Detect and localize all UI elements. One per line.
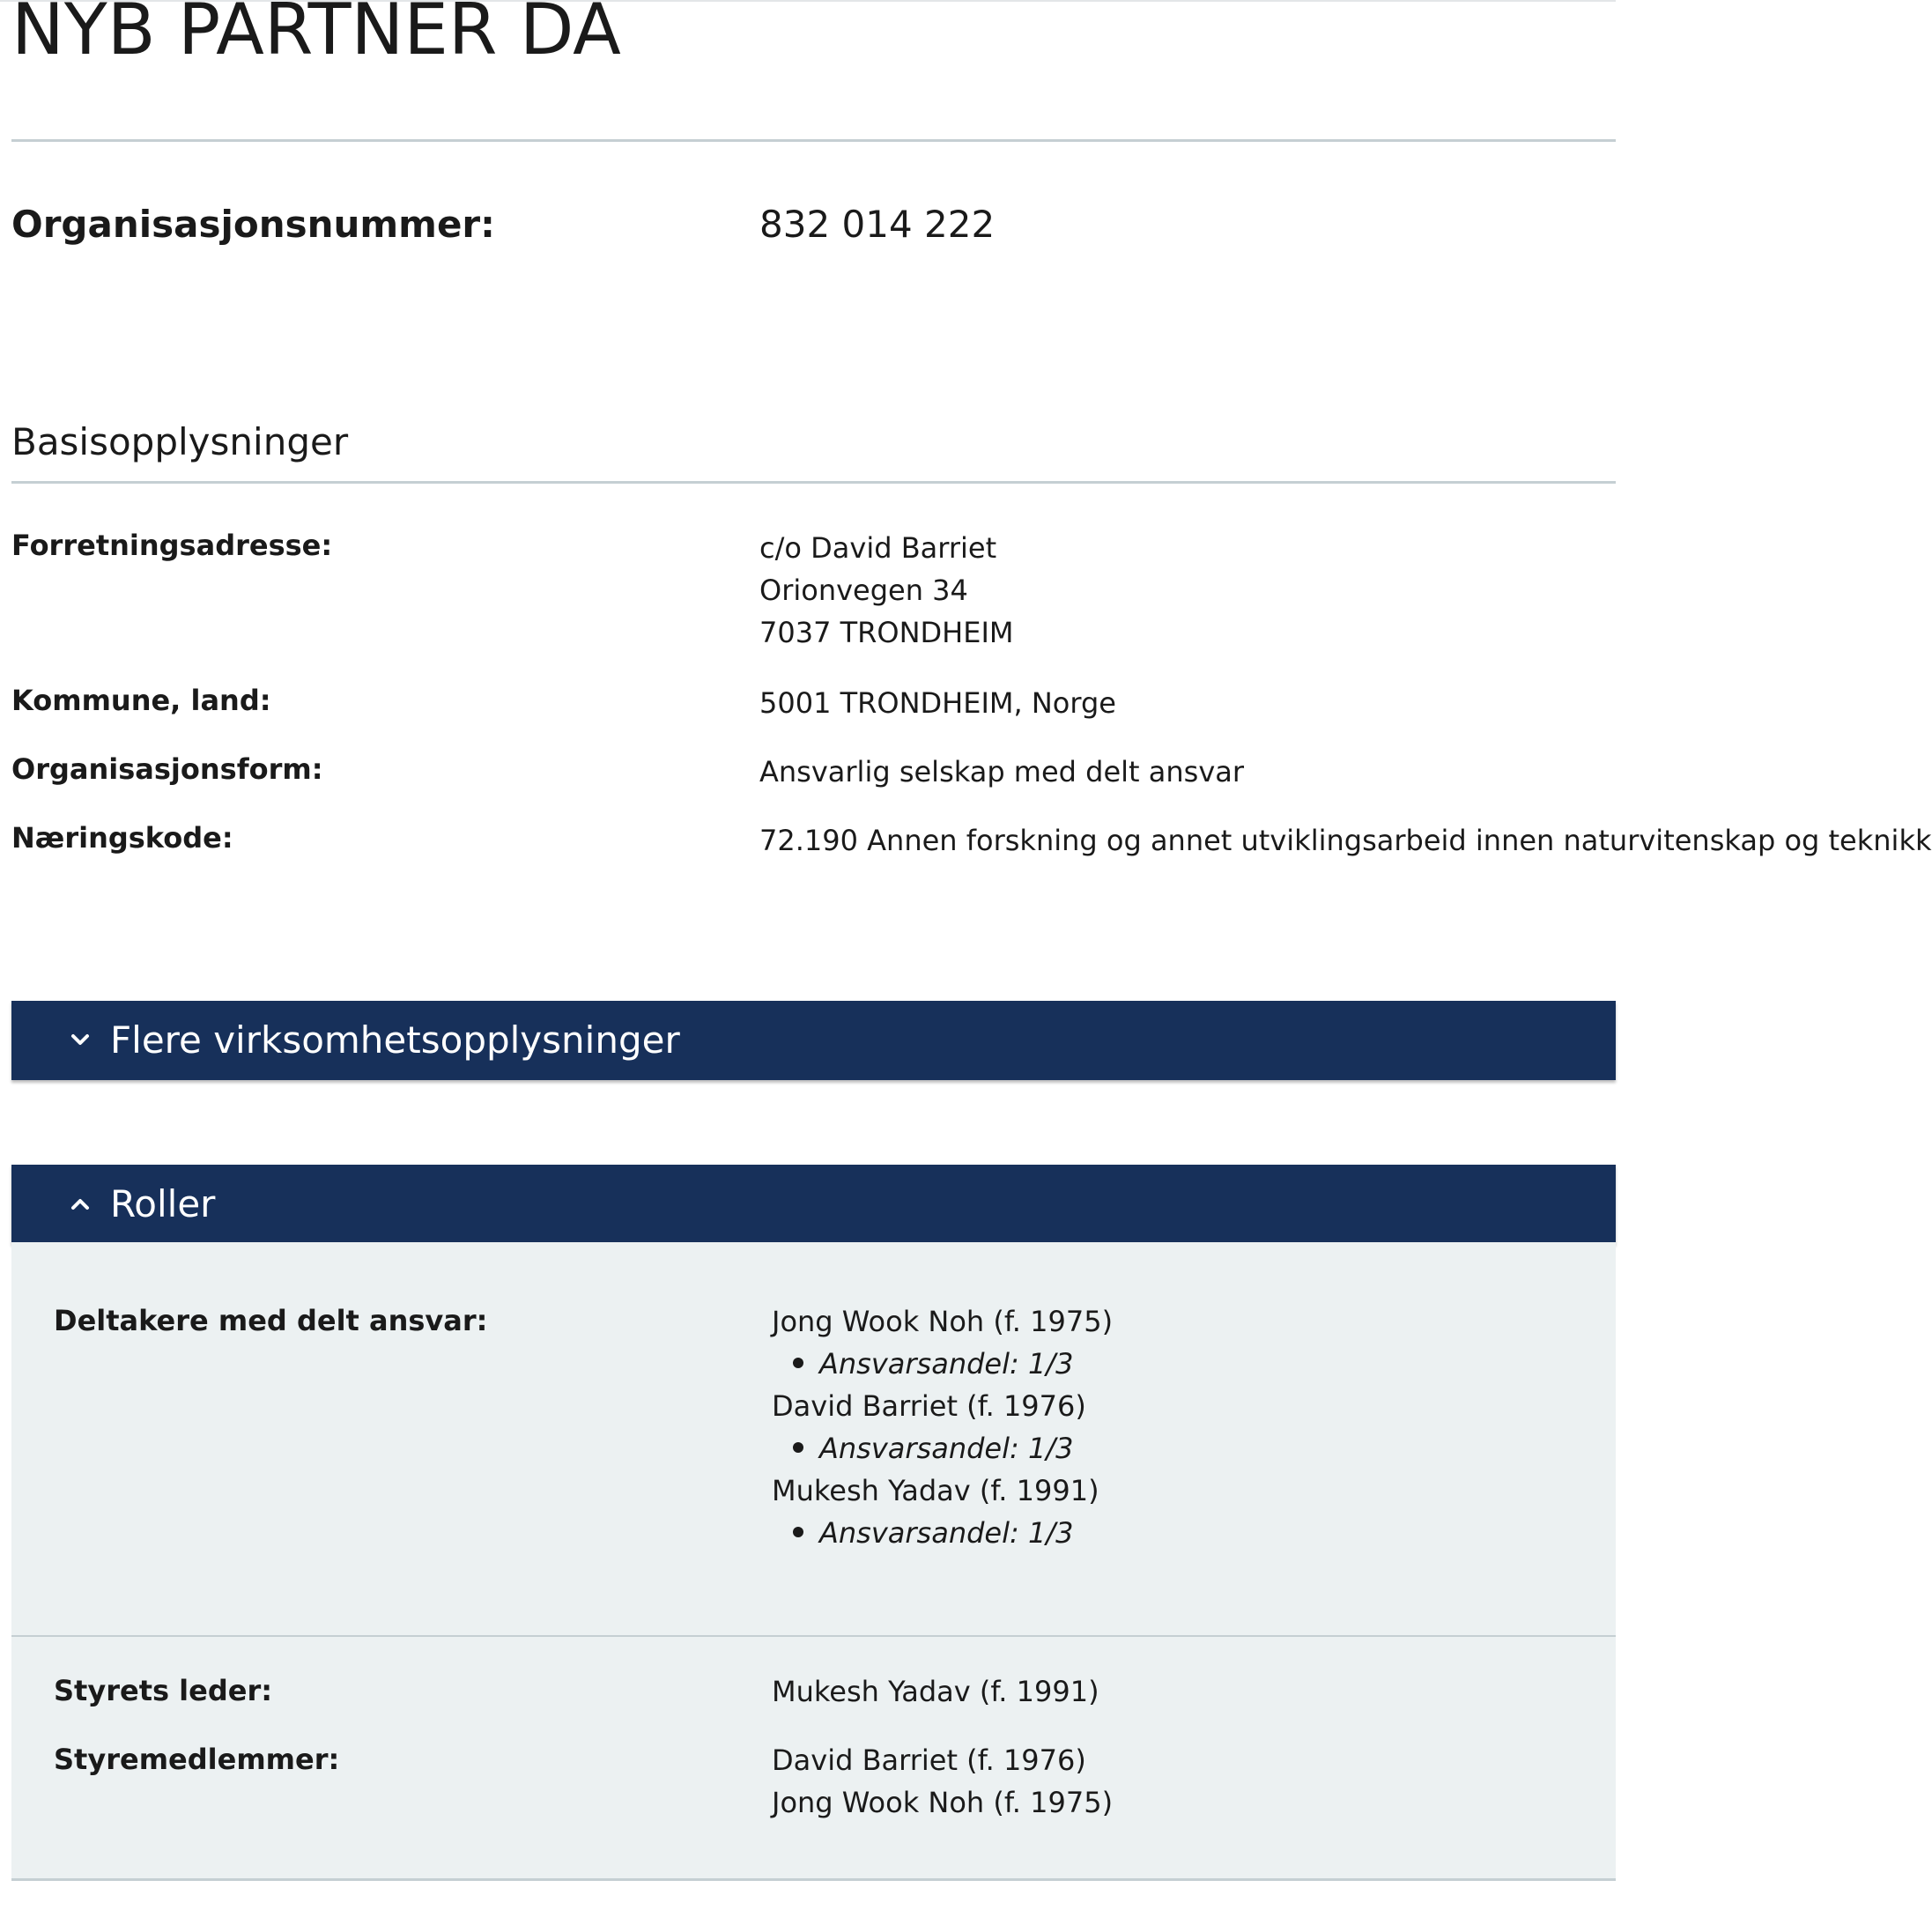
styremedlem-name: David Barriet (f. 1976) (772, 1743, 1086, 1777)
title-divider (11, 139, 1616, 142)
bullet-icon (793, 1358, 803, 1368)
kommune-value: 5001 TRONDHEIM, Norge (759, 686, 1116, 720)
deltaker-name: Jong Wook Noh (f. 1975) (772, 1305, 1114, 1338)
roles-divider (11, 1635, 1616, 1637)
address-line: Orionvegen 34 (759, 574, 968, 607)
styrets-leder-label: Styrets leder: (54, 1674, 273, 1707)
styrets-leder-value: Mukesh Yadav (f. 1991) (772, 1675, 1099, 1708)
deltaker-share (772, 1343, 1113, 1385)
share-text: Ansvarsandel: 1/3 (819, 1347, 1074, 1381)
orgform-label: Organisasjonsform: (11, 752, 323, 786)
company-name: NYB PARTNER DA (11, 0, 621, 70)
accordion-flere-title: Flere virksomhetsopplysninger (110, 1018, 680, 1062)
orgform-value: Ansvarlig selskap med delt ansvar (759, 755, 1245, 788)
share-text: Ansvarsandel: 1/3 (819, 1516, 1074, 1550)
accordion-flere-virksomhetsopplysninger[interactable] (11, 1001, 1616, 1080)
naering-label: Næringskode: (11, 821, 233, 855)
share-text: Ansvarsandel: 1/3 (819, 1432, 1074, 1465)
address-line: 7037 TRONDHEIM (759, 616, 1014, 649)
chevron-down-icon (63, 1023, 98, 1058)
naering-value: 72.190 Annen forskning og annet utviklingsarbeid innen naturvitenskap og teknikk (759, 824, 1932, 857)
basis-divider (11, 481, 1616, 484)
address-label: Forretningsadresse: (11, 529, 333, 562)
styremedlemmer-list (772, 1739, 1113, 1824)
deltakere-label: Deltakere med delt ansvar: (54, 1304, 488, 1337)
accordion-roller[interactable] (11, 1165, 1616, 1244)
styremedlemmer-label: Styremedlemmer: (54, 1743, 340, 1776)
address-line: c/o David Barriet (759, 531, 997, 565)
deltaker-name: David Barriet (f. 1976) (772, 1389, 1086, 1423)
kommune-label: Kommune, land: (11, 684, 271, 717)
section-heading-basis: Basisopplysninger (11, 420, 349, 463)
orgnr-label: Organisasjonsnummer: (11, 203, 495, 246)
bullet-icon (793, 1527, 803, 1537)
deltaker-share (772, 1512, 1113, 1554)
deltakere-list (772, 1300, 1113, 1554)
bullet-icon (793, 1442, 803, 1453)
orgnr-value: 832 014 222 (759, 203, 996, 246)
accordion-roller-title: Roller (110, 1182, 216, 1225)
roles-panel (11, 1242, 1616, 1881)
chevron-up-icon (63, 1187, 98, 1222)
address-value (759, 527, 1013, 654)
styremedlem-name: Jong Wook Noh (f. 1975) (772, 1786, 1114, 1819)
deltaker-name: Mukesh Yadav (f. 1991) (772, 1474, 1099, 1507)
deltaker-share (772, 1427, 1113, 1470)
